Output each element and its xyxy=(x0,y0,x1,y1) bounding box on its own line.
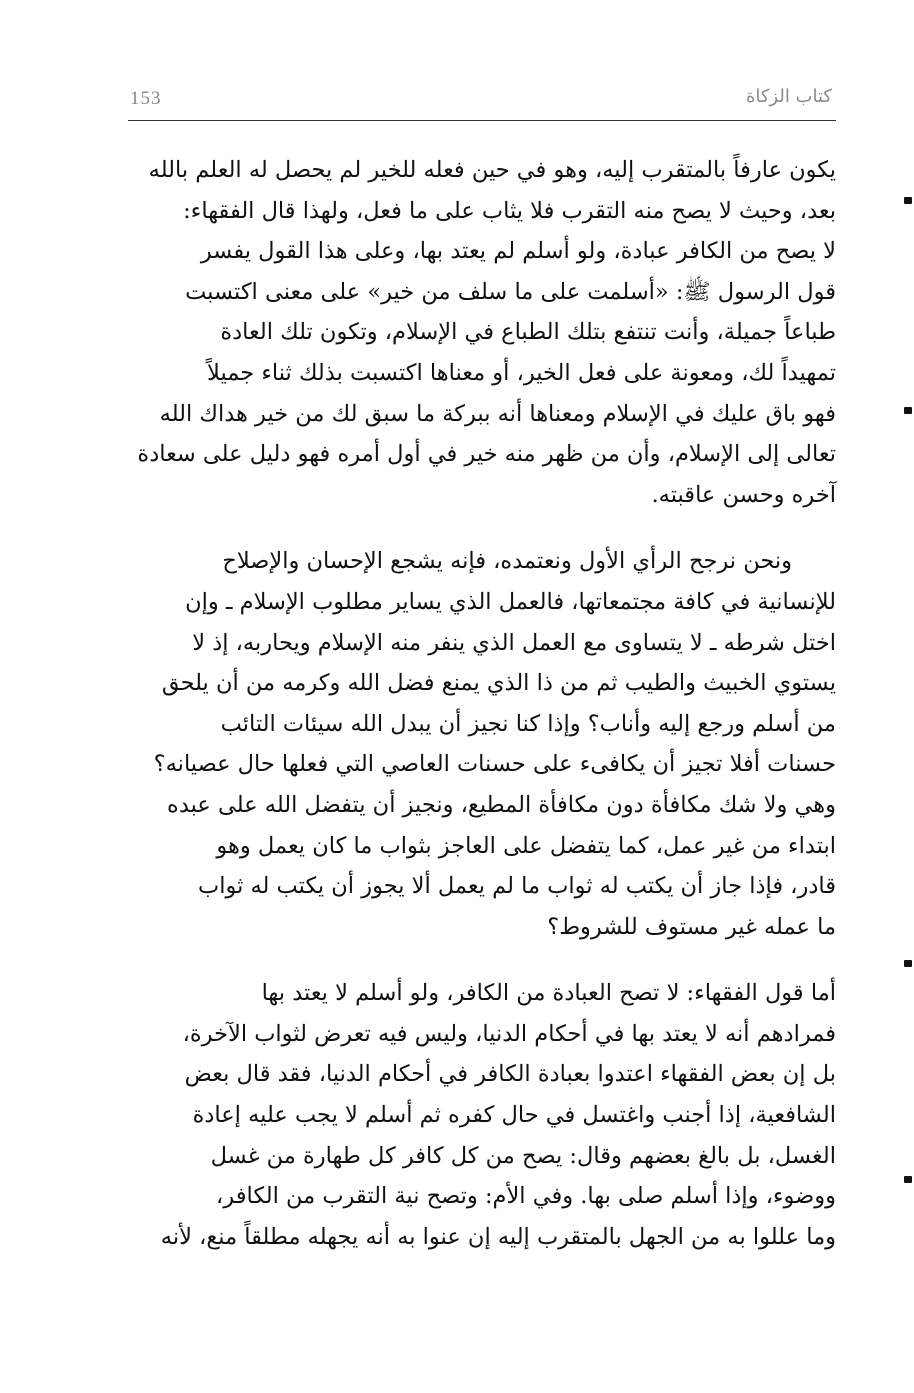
header-rule xyxy=(128,120,836,121)
body-text xyxy=(128,150,836,1257)
text-line: بل إن بعض الفقهاء اعتدوا بعبادة الكافر في أحكام الدنيا، فقد قال بعض xyxy=(184,1061,836,1088)
text-line: ابتداء من غير عمل، كما يتفضل على العاجز بثواب ما كان يعمل وهو xyxy=(216,832,836,859)
text-line: آخره وحسن عاقبته. xyxy=(651,481,836,508)
text-line: الشافعية، إذا أجنب واغتسل في حال كفره ثم أسلم لا يجب عليه إعادة xyxy=(192,1102,836,1129)
text-line: لا يصح من الكافر عبادة، ولو أسلم لم يعتد بها، وعلى هذا القول يفسر xyxy=(200,238,836,265)
paragraph-1 xyxy=(128,150,836,515)
page-number: 153 xyxy=(130,88,162,109)
text-line: ونحن نرجح الرأي الأول ونعتمده، فإنه يشجع الإحسان والإصلاح xyxy=(222,548,792,575)
paragraph-2 xyxy=(128,541,836,947)
scan-edge-mark xyxy=(904,407,912,414)
text-line: يستوي الخبيث والطيب ثم من ذا الذي يمنع فضل الله وكرمه من أن يلحق xyxy=(161,670,836,697)
scan-edge-mark xyxy=(904,960,912,967)
running-title: كتاب الزكاة xyxy=(745,86,832,107)
scan-edge-mark xyxy=(904,1176,912,1183)
text-line: تعالى إلى الإسلام، وأن من ظهر منه خير في أول أمره فهو دليل على سعادة xyxy=(137,441,836,468)
text-line: وما عللوا به من الجهل بالمتقرب إليه إن عنوا به أنه يجهله مطلقاً منع، لأنه xyxy=(160,1223,836,1250)
text-line: بعد، وحيث لا يصح منه التقرب فلا يثاب على ما فعل، ولهذا قال الفقهاء: xyxy=(183,197,836,224)
text-line: تمهيداً لك، ومعونة على فعل الخير، أو معناها اكتسبت بذلك ثناء جميلاً xyxy=(207,359,836,386)
text-line: يكون عارفاً بالمتقرب إليه، وهو في حين فعله للخير لم يحصل له العلم بالله xyxy=(148,157,836,183)
paragraph-3 xyxy=(128,973,836,1257)
text-line: حسنات أفلا تجيز أن يكافىء على حسنات العاصي التي فعلها حال عصيانه؟ xyxy=(153,751,836,778)
text-line: للإنسانية في كافة مجتمعاتها، فالعمل الذي يساير مطلوب الإسلام ـ وإن xyxy=(185,588,836,615)
text-line: ما عمله غير مستوف للشروط؟ xyxy=(547,913,836,940)
text-line: فهو باق عليك في الإسلام ومعناها أنه ببركة ما سبق لك من خير هداك الله xyxy=(159,400,836,427)
text-line: ووضوء، وإذا أسلم صلى بها. وفي الأم: وتصح نية التقرب من الكافر، xyxy=(216,1183,836,1210)
text-line: اختل شرطه ـ لا يتساوى مع العمل الذي ينفر منه الإسلام ويحاربه، إذ لا xyxy=(192,629,836,656)
text-line: فمرادهم أنه لا يعتد بها في أحكام الدنيا، وليس فيه تعرض لثواب الآخرة، xyxy=(182,1020,836,1047)
text-line: من أسلم ورجع إليه وأناب؟ وإذا كنا نجيز أن يبدل الله سيئات التائب xyxy=(220,710,836,737)
text-line: طباعاً جميلة، وأنت تنتفع بتلك الطباع في الإسلام، وتكون تلك العادة xyxy=(220,319,836,346)
text-line: قادر، فإذا جاز أن يكتب له ثواب ما لم يعمل ألا يجوز أن يكتب له ثواب xyxy=(198,873,836,900)
text-line: قول الرسول ﷺ: «أسلمت على ما سلف من خير» على معنى اكتسبت xyxy=(185,278,836,305)
text-line: الغسل، بل بالغ بعضهم وقال: يصح من كل كافر كل طهارة من غسل xyxy=(210,1142,836,1169)
scan-edge-mark xyxy=(904,197,912,204)
text-line: أما قول الفقهاء: لا تصح العبادة من الكافر، ولو أسلم لا يعتد بها xyxy=(261,980,836,1007)
page-header xyxy=(128,86,834,120)
text-line: وهي ولا شك مكافأة دون مكافأة المطيع، ونجيز أن يتفضل الله على عبده xyxy=(167,791,836,818)
